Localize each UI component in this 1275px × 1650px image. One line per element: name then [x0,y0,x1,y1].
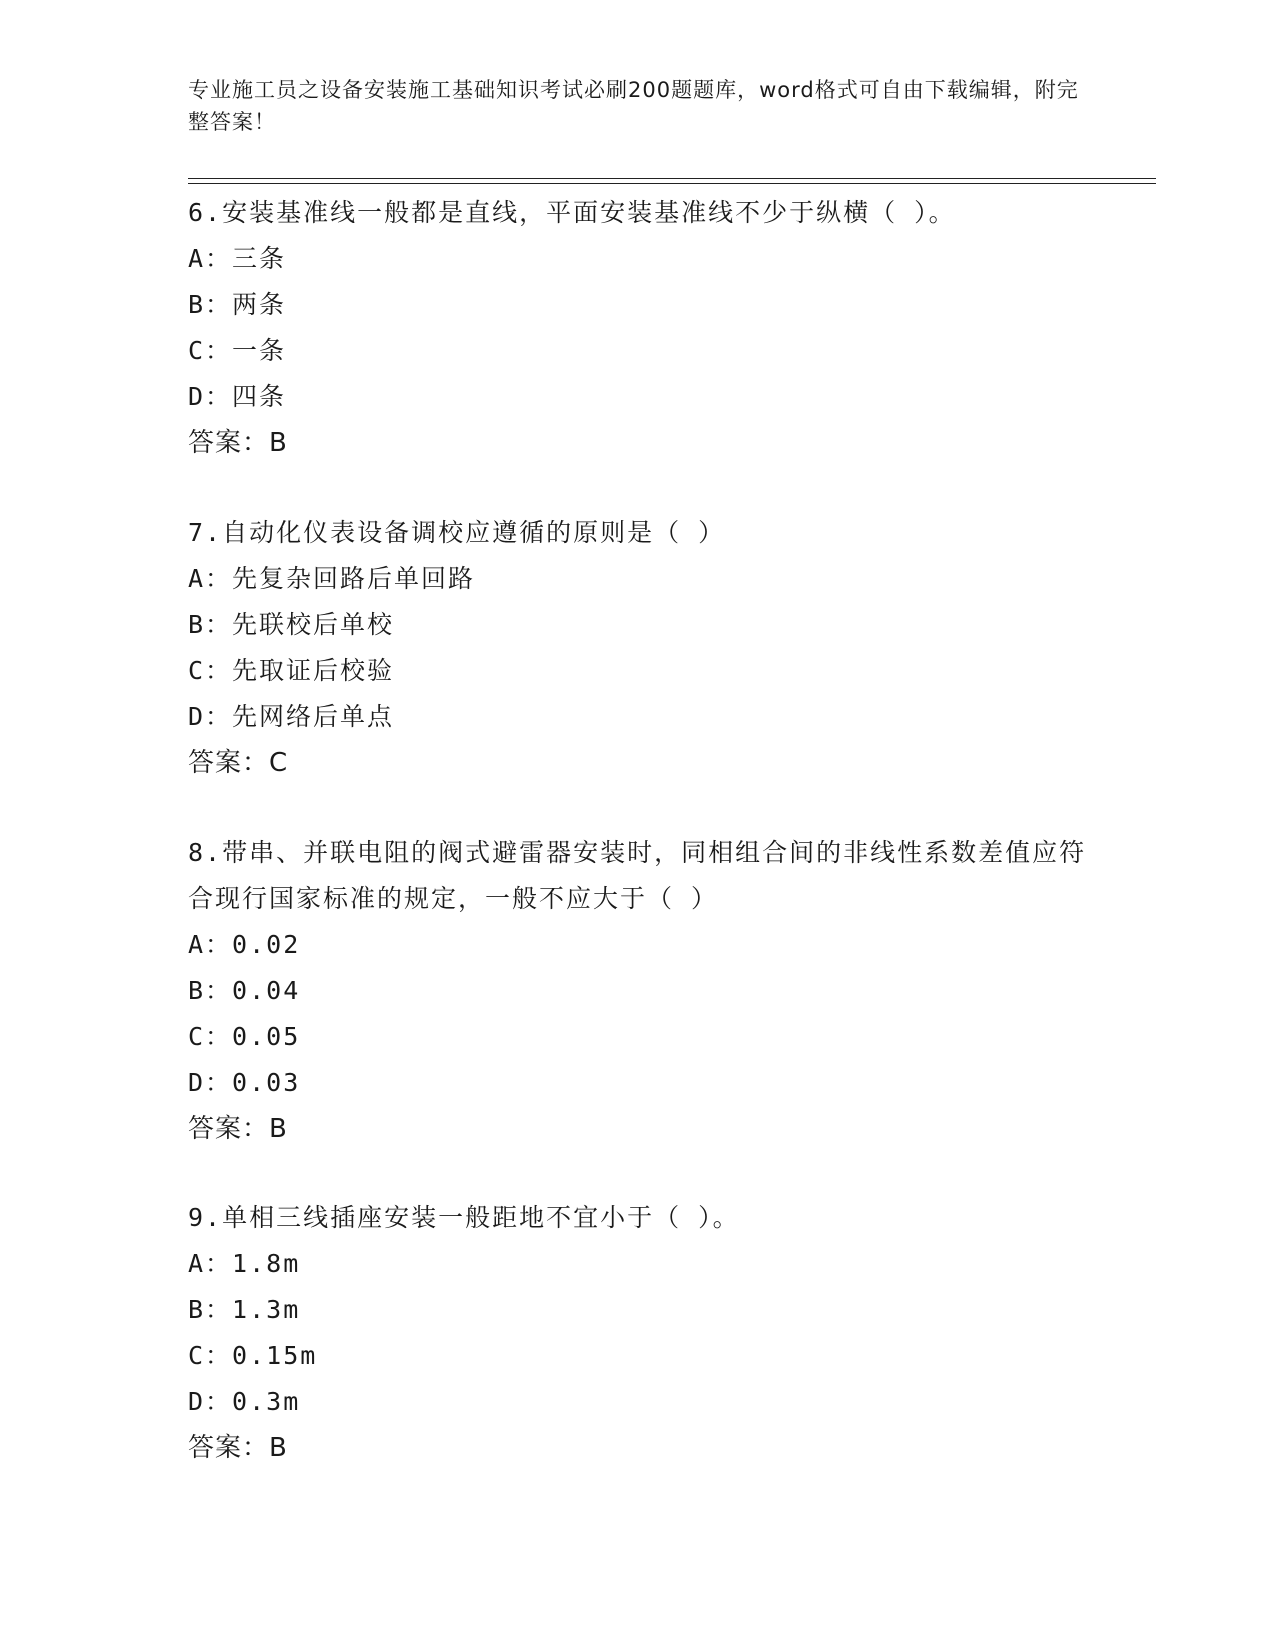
answer-line: 答案：B [188,1433,288,1463]
answer-line: 答案：C [188,748,289,778]
question-8 [188,830,1088,1152]
option-c: C：0.05 [188,1022,301,1051]
question-stem: 7.自动化仪表设备调校应遵循的原则是（ ） [188,518,726,547]
question-9 [188,1195,1088,1471]
question-stem: 8.带串、并联电阻的阀式避雷器安装时，同相组合间的非线性系数差值应符合现行国家标准的规定，一般不应大于（ ） [188,838,1087,913]
option-d: D：0.3m [188,1387,301,1416]
question-stem: 9.单相三线插座安装一般距地不宜小于（ ）。 [188,1203,740,1232]
header-divider-bottom [188,183,1156,184]
question-7 [188,510,1088,786]
option-b: B：先联校后单校 [188,610,395,639]
header-divider-top [188,178,1156,179]
option-c: C：0.15m [188,1341,318,1370]
option-a: A：1.8m [188,1249,301,1278]
option-b: B：两条 [188,290,287,319]
option-d: D：先网络后单点 [188,702,395,731]
answer-line: 答案：B [188,1114,288,1144]
option-a: A：先复杂回路后单回路 [188,564,476,593]
question-stem: 6.安装基准线一般都是直线，平面安装基准线不少于纵横（ ）。 [188,198,956,227]
question-6 [188,190,1088,466]
option-b: B：0.04 [188,976,301,1005]
option-c: C：先取证后校验 [188,656,395,685]
answer-line: 答案：B [188,428,288,458]
option-a: A：三条 [188,244,287,273]
option-d: D：0.03 [188,1068,301,1097]
option-d: D：四条 [188,382,287,411]
option-a: A：0.02 [188,930,301,959]
option-c: C：一条 [188,336,287,365]
option-b: B：1.3m [188,1295,301,1324]
document-header: 专业施工员之设备安装施工基础知识考试必刷200题题库，word格式可自由下载编辑，附完整答案！ [188,78,1079,134]
